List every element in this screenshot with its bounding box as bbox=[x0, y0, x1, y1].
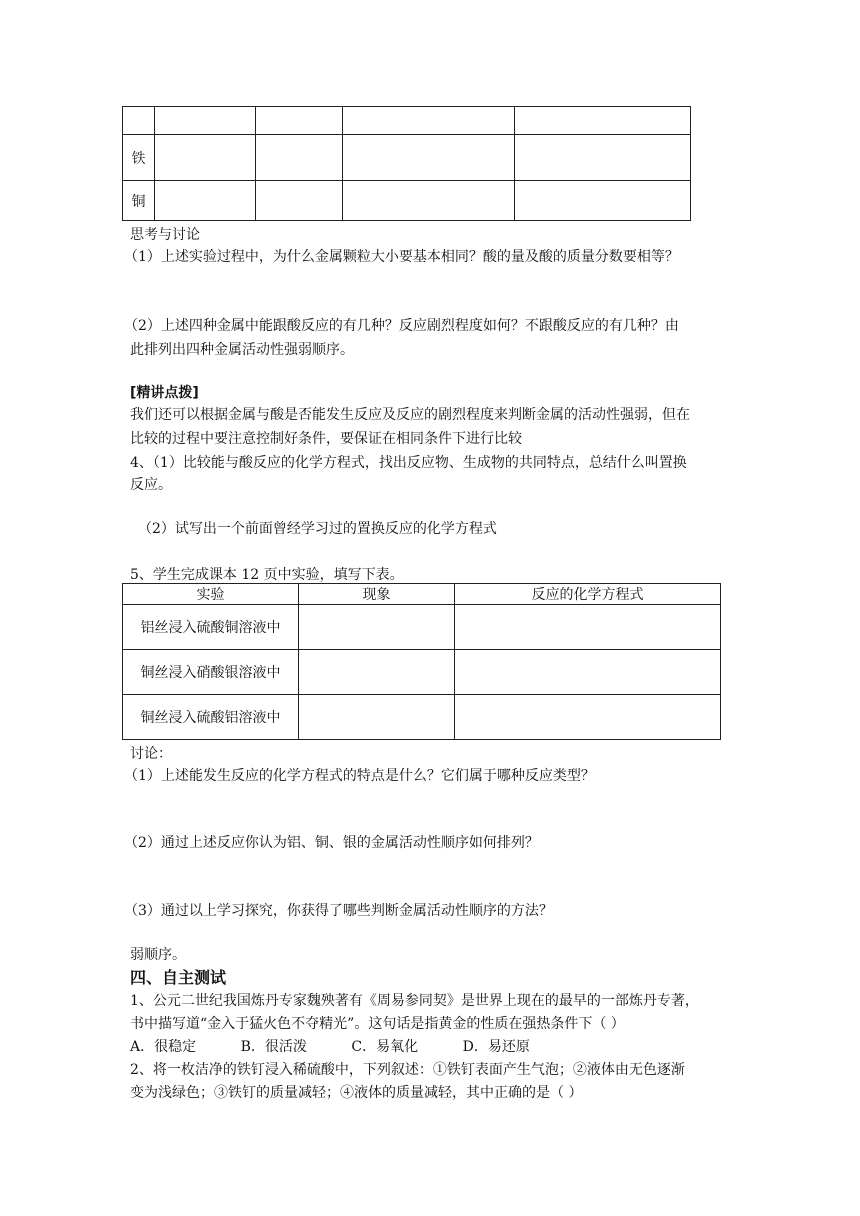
equation-cell bbox=[455, 695, 721, 740]
table-row bbox=[123, 695, 721, 740]
table-row bbox=[123, 107, 691, 135]
table-row bbox=[123, 181, 691, 221]
test-question-2-line-1: 2、将一枚洁净的铁钉浸入稀硫酸中，下列叙述：①铁钉表面产生气泡；②液体由无色逐渐 bbox=[130, 1062, 685, 1078]
table-cell bbox=[155, 135, 256, 181]
table-cell bbox=[515, 107, 691, 135]
phenomenon-cell bbox=[299, 605, 455, 650]
table-cell bbox=[256, 181, 343, 221]
experiment-cell: 铜丝浸入硝酸银溶液中 bbox=[123, 650, 299, 695]
discuss-tail: 弱顺序。 bbox=[130, 947, 186, 963]
table-cell bbox=[515, 181, 691, 221]
phenomenon-cell bbox=[299, 650, 455, 695]
explain-line-2: 比较的过程中要注意控制好条件，要保证在相同条件下进行比较 bbox=[130, 431, 522, 447]
table-cell bbox=[155, 181, 256, 221]
section-title-think: 思考与讨论 bbox=[130, 227, 200, 243]
table-row bbox=[123, 135, 691, 181]
section-heading-self-test: 四、自主测试 bbox=[130, 968, 227, 987]
table-cell bbox=[256, 135, 343, 181]
column-header: 反应的化学方程式 bbox=[455, 584, 721, 605]
row-label bbox=[123, 107, 155, 135]
column-header: 实验 bbox=[123, 584, 299, 605]
table-cell bbox=[343, 135, 515, 181]
metal-acid-table bbox=[122, 106, 691, 221]
section-title-explain: [精讲点拨] bbox=[130, 385, 199, 401]
think-question-2-line-1: （2）上述四种金属中能跟酸反应的有几种？反应剧烈程度如何？不跟酸反应的有几种？由 bbox=[124, 318, 679, 334]
test-question-1-line-2: 书中描写道“金入于猛火色不夺精光”。这句话是指黄金的性质在强热条件下（ ） bbox=[130, 1016, 625, 1032]
test-question-2-line-2: 变为浅绿色；③铁钉的质量减轻；④液体的质量减轻，其中正确的是（ ） bbox=[130, 1085, 583, 1101]
displacement-experiment-table bbox=[122, 583, 721, 740]
explain-line-1: 我们还可以根据金属与酸是否能发生反应及反应的剧烈程度来判断金属的活动性强弱，但在 bbox=[130, 407, 690, 423]
column-header: 现象 bbox=[299, 584, 455, 605]
think-question-2-line-2: 此排列出四种金属活动性强弱顺序。 bbox=[130, 342, 354, 358]
table-row bbox=[123, 605, 721, 650]
row-label: 铁 bbox=[123, 135, 155, 181]
item-4-sub-2: （2）试写出一个前面曾经学习过的置换反应的化学方程式 bbox=[138, 521, 497, 537]
experiment-cell: 铜丝浸入硫酸铝溶液中 bbox=[123, 695, 299, 740]
test-question-1-line-1: 1、公元二世纪我国炼丹专家魏殃著有《周易参同契》是世界上现在的最早的一部炼丹专著， bbox=[130, 993, 699, 1009]
test-question-1-options: A．很稳定 B．很活泼 C．易氧化 D．易还原 bbox=[130, 1039, 530, 1055]
table-row bbox=[123, 650, 721, 695]
table-cell bbox=[515, 135, 691, 181]
experiment-cell: 铝丝浸入硫酸铜溶液中 bbox=[123, 605, 299, 650]
discuss-question-3: （3）通过以上学习探究，你获得了哪些判断金属活动性顺序的方法？ bbox=[124, 903, 553, 919]
table-cell bbox=[343, 181, 515, 221]
table-cell bbox=[155, 107, 256, 135]
row-label: 铜 bbox=[123, 181, 155, 221]
discuss-question-2: （2）通过上述反应你认为铝、铜、银的金属活动性顺序如何排列？ bbox=[124, 835, 539, 851]
item-4-line-2: 反应。 bbox=[130, 477, 172, 493]
table-cell bbox=[343, 107, 515, 135]
discuss-question-1: （1）上述能发生反应的化学方程式的特点是什么？它们属于哪种反应类型？ bbox=[124, 768, 595, 784]
section-title-discuss: 讨论： bbox=[130, 746, 172, 762]
item-5-intro: 5、学生完成课本 12 页中实验，填写下表。 bbox=[130, 567, 404, 583]
table-cell bbox=[256, 107, 343, 135]
table-header-row bbox=[123, 584, 721, 605]
equation-cell bbox=[455, 650, 721, 695]
phenomenon-cell bbox=[299, 695, 455, 740]
item-4-line-1: 4、（1）比较能与酸反应的化学方程式，找出反应物、生成物的共同特点，总结什么叫置换 bbox=[130, 455, 687, 471]
think-question-1: （1）上述实验过程中，为什么金属颗粒大小要基本相同？酸的量及酸的质量分数要相等？ bbox=[124, 249, 679, 265]
equation-cell bbox=[455, 605, 721, 650]
